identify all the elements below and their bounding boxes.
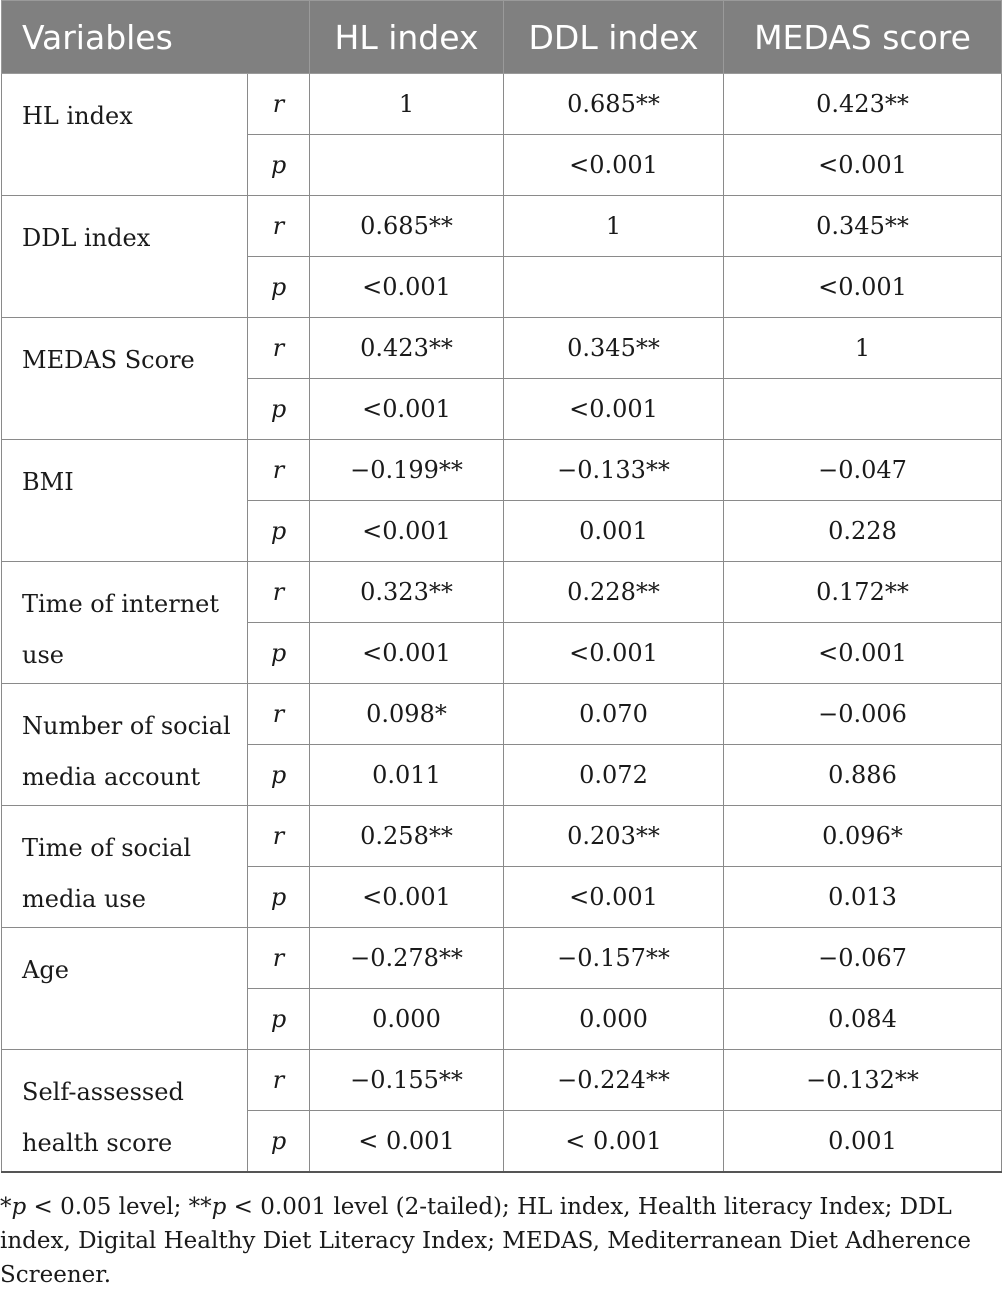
cell-value: −0.067 xyxy=(724,928,1002,989)
cell-value: 0.323** xyxy=(310,562,504,623)
cell-value: 0.000 xyxy=(310,989,504,1050)
footnote-p-symbol: p xyxy=(11,1194,27,1220)
table-row xyxy=(2,806,1002,867)
cell-value: 0.423** xyxy=(310,318,504,379)
table-row xyxy=(2,318,1002,379)
cell-value: −0.132** xyxy=(724,1050,1002,1111)
table-row xyxy=(2,1050,1002,1111)
stat-p: p xyxy=(248,257,310,318)
cell-value: −0.133** xyxy=(504,440,724,501)
stat-r: r xyxy=(248,440,310,501)
cell-value: <0.001 xyxy=(724,135,1002,196)
cell-value xyxy=(504,257,724,318)
stat-p: p xyxy=(248,501,310,562)
stat-p: p xyxy=(248,623,310,684)
stat-p: p xyxy=(248,1111,310,1173)
stat-p: p xyxy=(248,745,310,806)
cell-value: 0.011 xyxy=(310,745,504,806)
stat-p: p xyxy=(248,379,310,440)
cell-value: <0.001 xyxy=(504,623,724,684)
footnote-part: < 0.05 level; ** xyxy=(26,1194,212,1220)
cell-value: 0.228** xyxy=(504,562,724,623)
stat-r: r xyxy=(248,318,310,379)
cell-value: 0.423** xyxy=(724,74,1002,135)
cell-value: −0.199** xyxy=(310,440,504,501)
table-row xyxy=(2,562,1002,623)
stat-r: r xyxy=(248,806,310,867)
row-label: MEDAS Score xyxy=(2,318,248,440)
header-row xyxy=(2,1,1002,74)
header-hl-index: HL index xyxy=(310,1,504,74)
cell-value: 0.070 xyxy=(504,684,724,745)
cell-value: −0.006 xyxy=(724,684,1002,745)
cell-value: 0.345** xyxy=(504,318,724,379)
stat-r: r xyxy=(248,562,310,623)
cell-value: < 0.001 xyxy=(504,1111,724,1173)
correlation-table xyxy=(1,0,1002,1173)
table-footnote xyxy=(0,1190,1000,1292)
cell-value: <0.001 xyxy=(310,867,504,928)
cell-value: <0.001 xyxy=(724,257,1002,318)
cell-value: 0.084 xyxy=(724,989,1002,1050)
cell-value: <0.001 xyxy=(724,623,1002,684)
cell-value: <0.001 xyxy=(504,135,724,196)
row-label: Time of internet use xyxy=(2,562,248,684)
cell-value: <0.001 xyxy=(504,867,724,928)
table-row xyxy=(2,928,1002,989)
row-label: Number of social media account xyxy=(2,684,248,806)
cell-value: −0.047 xyxy=(724,440,1002,501)
stat-p: p xyxy=(248,989,310,1050)
stat-p: p xyxy=(248,135,310,196)
cell-value: −0.224** xyxy=(504,1050,724,1111)
cell-value: 0.000 xyxy=(504,989,724,1050)
row-label: BMI xyxy=(2,440,248,562)
stat-r: r xyxy=(248,74,310,135)
table-row xyxy=(2,196,1002,257)
footnote-p-symbol: p xyxy=(211,1194,227,1220)
stat-p: p xyxy=(248,867,310,928)
cell-value: 0.345** xyxy=(724,196,1002,257)
cell-value xyxy=(310,135,504,196)
row-label: Time of social media use xyxy=(2,806,248,928)
stat-r: r xyxy=(248,196,310,257)
cell-value xyxy=(724,379,1002,440)
row-label: DDL index xyxy=(2,196,248,318)
cell-value: 0.001 xyxy=(724,1111,1002,1173)
cell-value: −0.155** xyxy=(310,1050,504,1111)
cell-value: 0.685** xyxy=(310,196,504,257)
stat-r: r xyxy=(248,928,310,989)
cell-value: <0.001 xyxy=(310,623,504,684)
cell-value: 1 xyxy=(724,318,1002,379)
cell-value: 0.013 xyxy=(724,867,1002,928)
row-label: HL index xyxy=(2,74,248,196)
cell-value: <0.001 xyxy=(310,257,504,318)
table-row xyxy=(2,440,1002,501)
header-variables: Variables xyxy=(2,1,310,74)
cell-value: 0.685** xyxy=(504,74,724,135)
cell-value: <0.001 xyxy=(310,379,504,440)
cell-value: 0.886 xyxy=(724,745,1002,806)
row-label: Age xyxy=(2,928,248,1050)
table-body xyxy=(2,74,1002,1173)
cell-value: 0.098* xyxy=(310,684,504,745)
cell-value: 0.096* xyxy=(724,806,1002,867)
cell-value: 1 xyxy=(504,196,724,257)
footnote-part: * xyxy=(0,1194,12,1220)
cell-value: −0.278** xyxy=(310,928,504,989)
cell-value: −0.157** xyxy=(504,928,724,989)
cell-value: 0.001 xyxy=(504,501,724,562)
cell-value: < 0.001 xyxy=(310,1111,504,1173)
header-ddl-index: DDL index xyxy=(504,1,724,74)
stat-r: r xyxy=(248,684,310,745)
cell-value: 0.258** xyxy=(310,806,504,867)
table-row xyxy=(2,684,1002,745)
cell-value: <0.001 xyxy=(310,501,504,562)
header-medas-score: MEDAS score xyxy=(724,1,1002,74)
stat-r: r xyxy=(248,1050,310,1111)
table-row xyxy=(2,74,1002,135)
row-label: Self-assessed health score xyxy=(2,1050,248,1173)
cell-value: <0.001 xyxy=(504,379,724,440)
cell-value: 0.072 xyxy=(504,745,724,806)
cell-value: 0.228 xyxy=(724,501,1002,562)
cell-value: 1 xyxy=(310,74,504,135)
cell-value: 0.172** xyxy=(724,562,1002,623)
footnote-part: < 0.001 level (2-tailed); HL index, Health literacy Index; DDL index, Digital Healthy Diet Literacy Index; MEDAS, Mediterranean Diet Adherence Screener. xyxy=(0,1194,971,1288)
cell-value: 0.203** xyxy=(504,806,724,867)
